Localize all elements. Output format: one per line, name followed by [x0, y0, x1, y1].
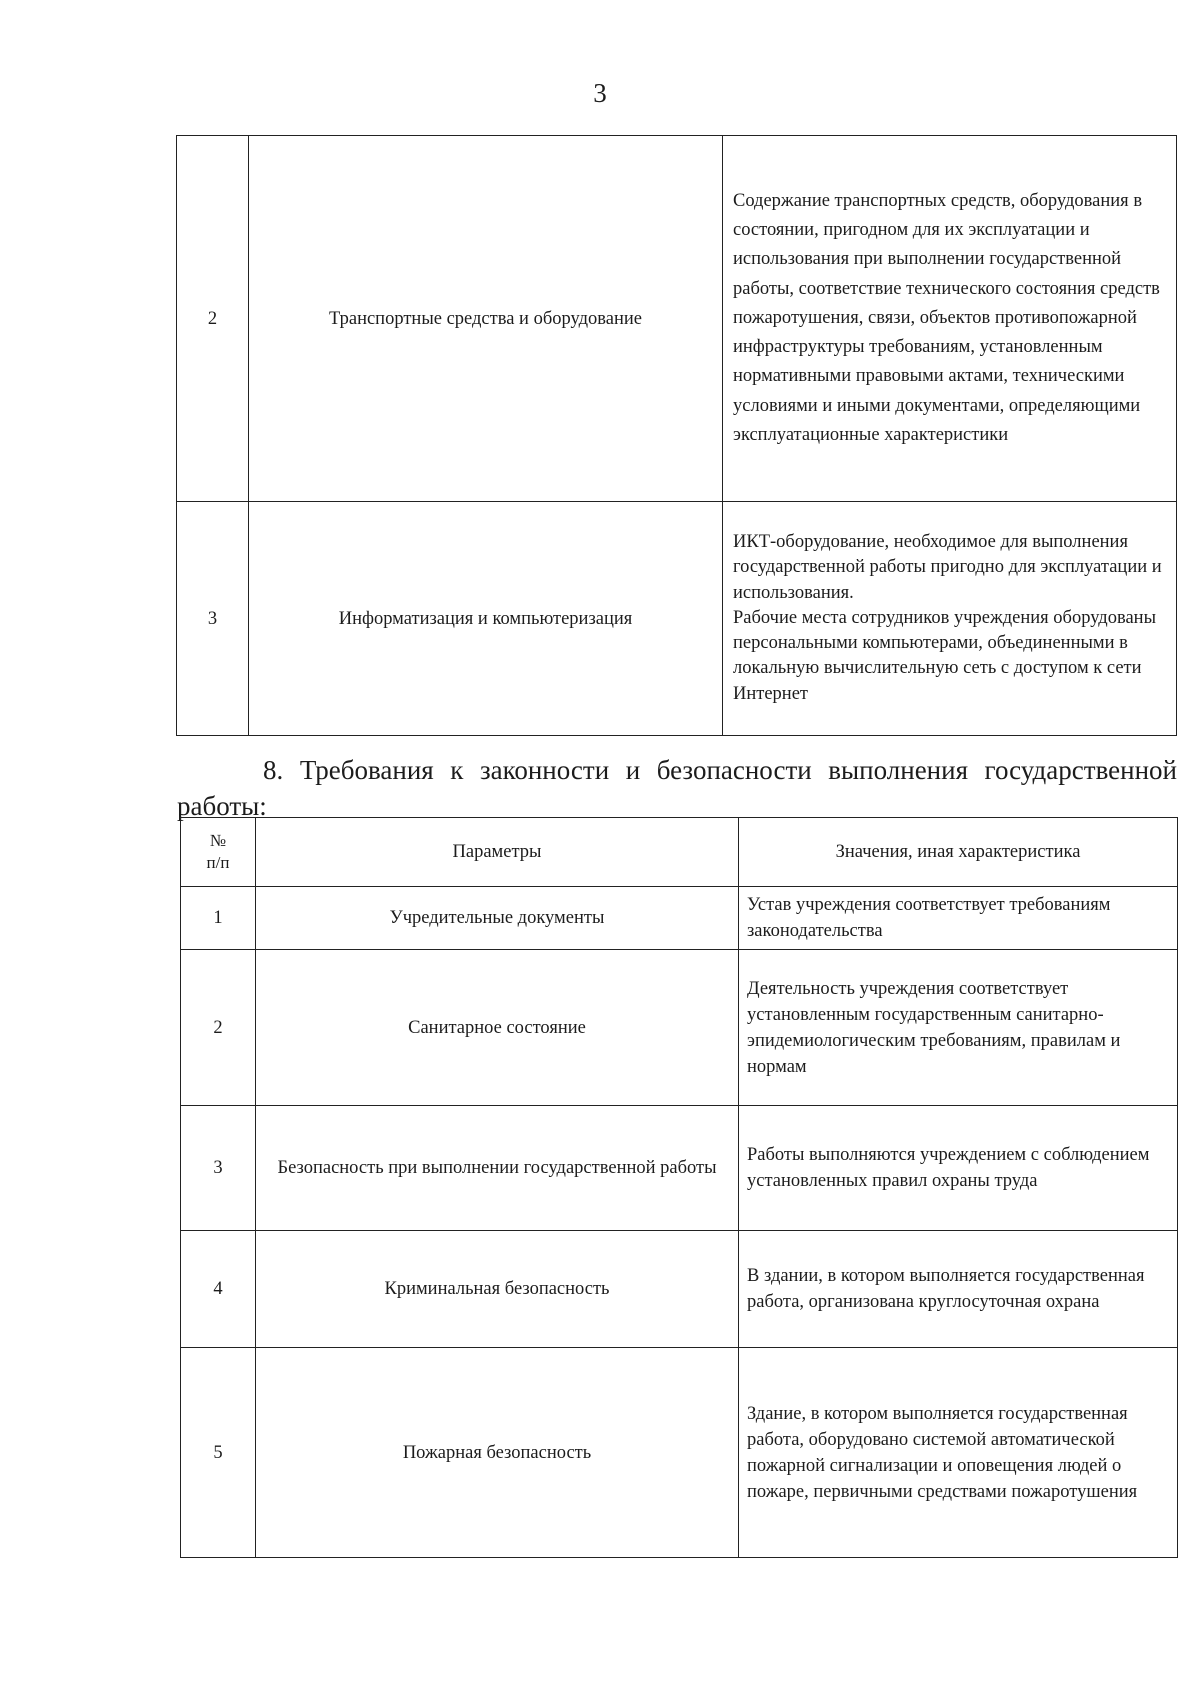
value-cell: Работы выполняются учреждением с соблюдением установленных правил охраны труда	[739, 1106, 1178, 1231]
row-number: 3	[177, 502, 249, 736]
value-paragraph: Рабочие места сотрудников учреждения оборудованы персональными компьютерами, объединенными в локальную вычислительную сеть с доступом к сети Интернет	[733, 607, 1157, 704]
table-row	[181, 1231, 1178, 1348]
row-number: 5	[181, 1348, 256, 1558]
header-number	[181, 818, 256, 887]
table-row	[181, 950, 1178, 1106]
row-number: 3	[181, 1106, 256, 1231]
header-values: Значения, иная характеристика	[739, 818, 1178, 887]
table-header-row	[181, 818, 1178, 887]
requirements-table	[180, 817, 1178, 1558]
value-cell: Здание, в котором выполняется государственная работа, оборудовано системой автоматической пожарной сигнализации и оповещения людей о пожаре, первичными средствами пожаротушения	[739, 1348, 1178, 1558]
value-cell: Деятельность учреждения соответствует установленным государственным санитарно-эпидемиологическим требованиям, правилам и нормам	[739, 950, 1178, 1106]
table-row	[181, 1106, 1178, 1231]
value-cell: Устав учреждения соответствует требованиям законодательства	[739, 887, 1178, 950]
page-number: 3	[593, 78, 607, 108]
row-number: 2	[181, 950, 256, 1106]
parameter-cell: Транспортные средства и оборудование	[249, 136, 723, 502]
parameter-cell: Учредительные документы	[256, 887, 739, 950]
parameter-cell: Информатизация и компьютеризация	[249, 502, 723, 736]
value-cell: В здании, в котором выполняется государственная работа, организована круглосуточная охрана	[739, 1231, 1178, 1348]
table-row	[177, 136, 1177, 502]
header-number-symbol: №	[209, 831, 227, 850]
header-number-abbrev: п/п	[206, 853, 230, 872]
table-row	[181, 887, 1178, 950]
header-parameters: Параметры	[256, 818, 739, 887]
parameter-cell: Санитарное состояние	[256, 950, 739, 1106]
value-paragraph: ИКТ-оборудование, необходимое для выполнения государственной работы пригодно для эксплуатации и использования.	[733, 532, 1162, 603]
table-row	[177, 502, 1177, 736]
parameter-cell: Пожарная безопасность	[256, 1348, 739, 1558]
value-cell: Содержание транспортных средств, оборудования в состоянии, пригодном для их эксплуатации и использования при выполнении государственной работы, соответствие технического состояния средств пожаротушения, связи, объектов противопожарной инфраструктуры требованиям, установленным нормативными правовыми актами, техническими условиями и иными документами, определяющими эксплуатационные характеристики	[723, 136, 1177, 502]
continued-table	[176, 135, 1177, 736]
row-number: 1	[181, 887, 256, 950]
row-number: 2	[177, 136, 249, 502]
section-heading: 8. Требования к законности и безопасности выполнения государственной работы:	[177, 755, 1177, 821]
value-cell	[723, 502, 1177, 736]
table-row	[181, 1348, 1178, 1558]
parameter-cell: Криминальная безопасность	[256, 1231, 739, 1348]
parameter-cell: Безопасность при выполнении государственной работы	[256, 1106, 739, 1231]
row-number: 4	[181, 1231, 256, 1348]
